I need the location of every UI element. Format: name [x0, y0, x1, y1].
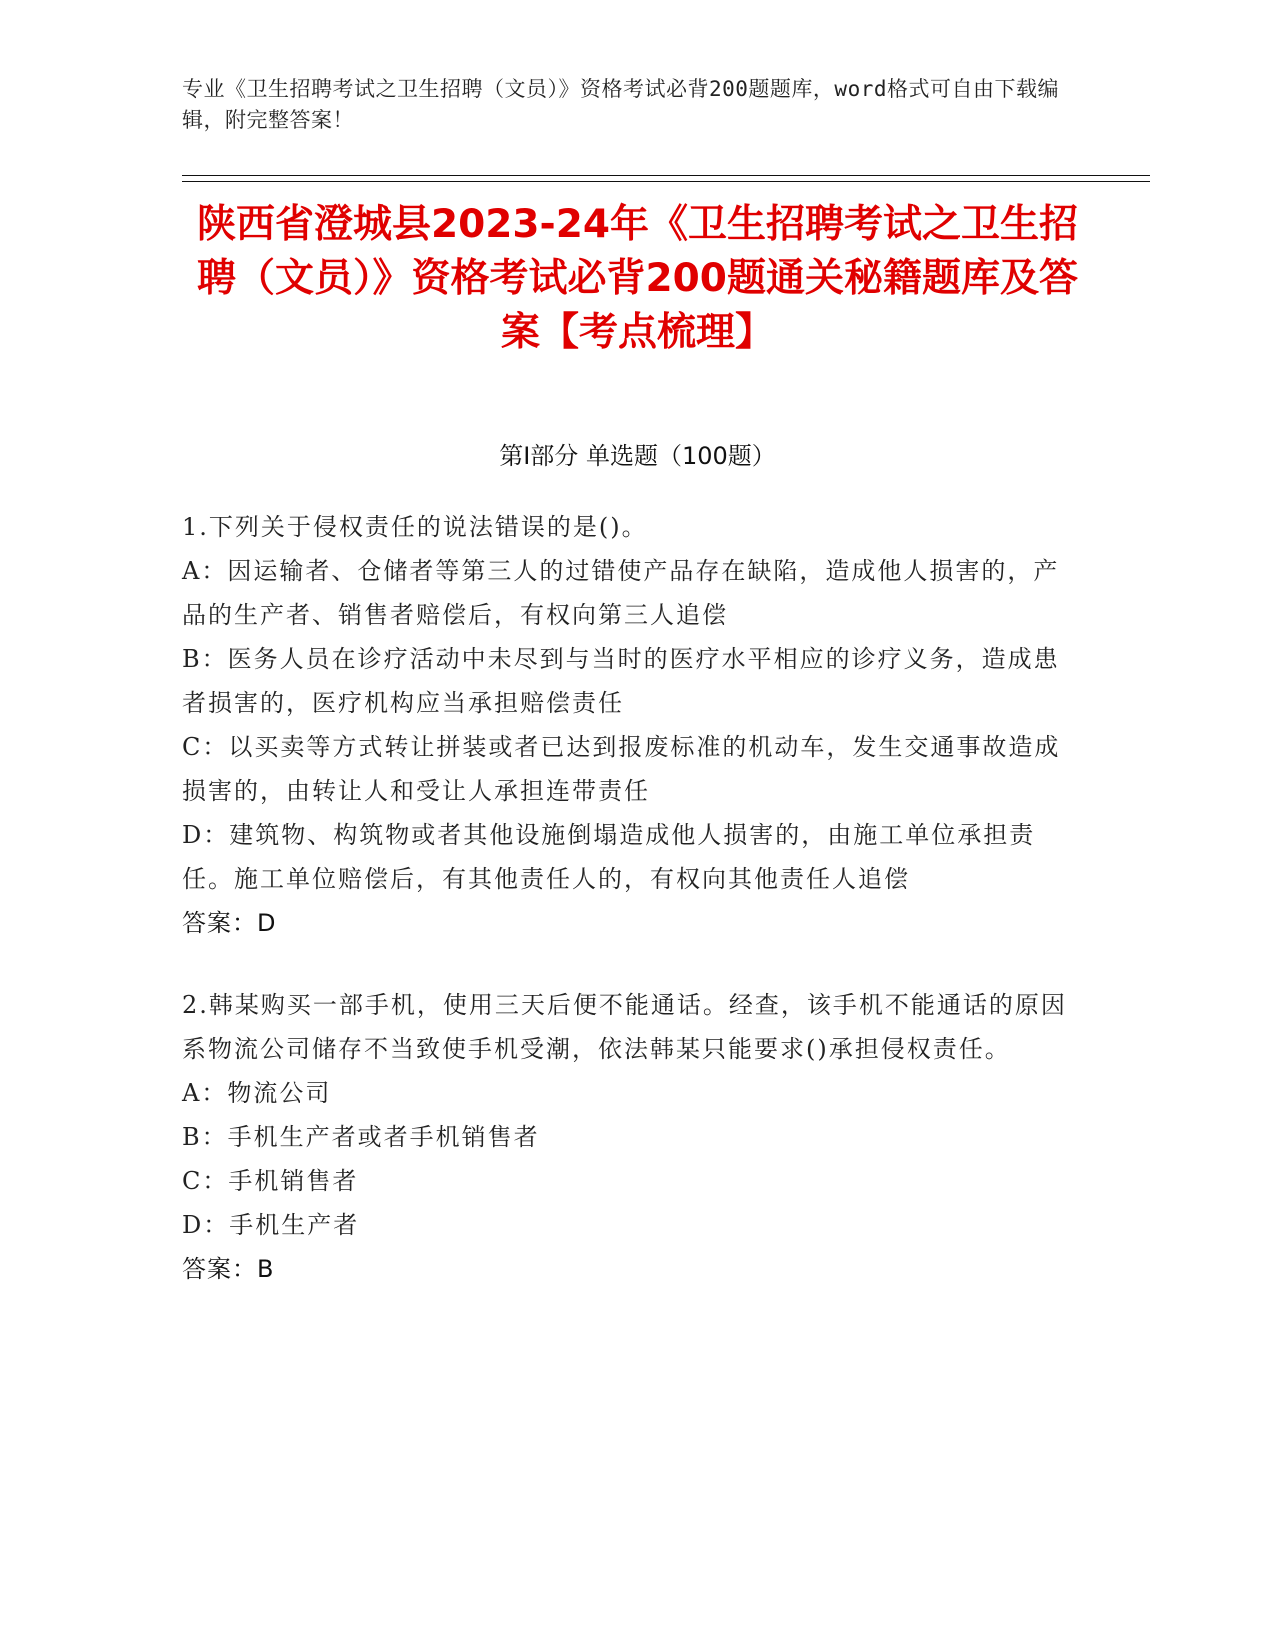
header-rule-top [182, 175, 1150, 176]
question-block [182, 983, 1082, 1291]
option-d: D：手机生产者 [182, 1211, 360, 1239]
section-title: 第Ⅰ部分 单选题（100题） [499, 442, 776, 470]
option-b: B：医务人员在诊疗活动中未尽到与当时的医疗水平相应的诊疗义务，造成患者损害的，医疗机构应当承担赔偿责任 [182, 645, 1060, 717]
answer-line: 答案：D [182, 909, 277, 937]
option-a: A：物流公司 [182, 1079, 332, 1107]
option-c: C：手机销售者 [182, 1167, 359, 1195]
option-a: A：因运输者、仓储者等第三人的过错使产品存在缺陷，造成他人损害的，产品的生产者、销售者赔偿后，有权向第三人追偿 [182, 557, 1060, 629]
option-b: B：手机生产者或者手机销售者 [182, 1123, 540, 1151]
question-stem: 2.韩某购买一部手机，使用三天后便不能通话。经查，该手机不能通话的原因系物流公司储存不当致使手机受潮，依法韩某只能要求()承担侵权责任。 [182, 991, 1067, 1063]
option-c: C：以买卖等方式转让拼装或者已达到报废标准的机动车，发生交通事故造成损害的，由转让人和受让人承担连带责任 [182, 733, 1061, 805]
document-title: 陕西省澄城县2023-24年《卫生招聘考试之卫生招聘（文员）》资格考试必背200题通关秘籍题库及答案【考点梳理】 [196, 202, 1078, 355]
answer-line: 答案：B [182, 1255, 275, 1283]
header-note: 专业《卫生招聘考试之卫生招聘（文员）》资格考试必背200题题库，word格式可自由下载编辑，附完整答案！ [182, 77, 1059, 132]
question-stem: 1.下列关于侵权责任的说法错误的是()。 [182, 513, 648, 541]
option-d: D：建筑物、构筑物或者其他设施倒塌造成他人损害的，由施工单位承担责任。施工单位赔偿后，有其他责任人的，有权向其他责任人追偿 [182, 821, 1036, 893]
question-block [182, 505, 1082, 945]
header-rule-bottom [182, 181, 1150, 182]
